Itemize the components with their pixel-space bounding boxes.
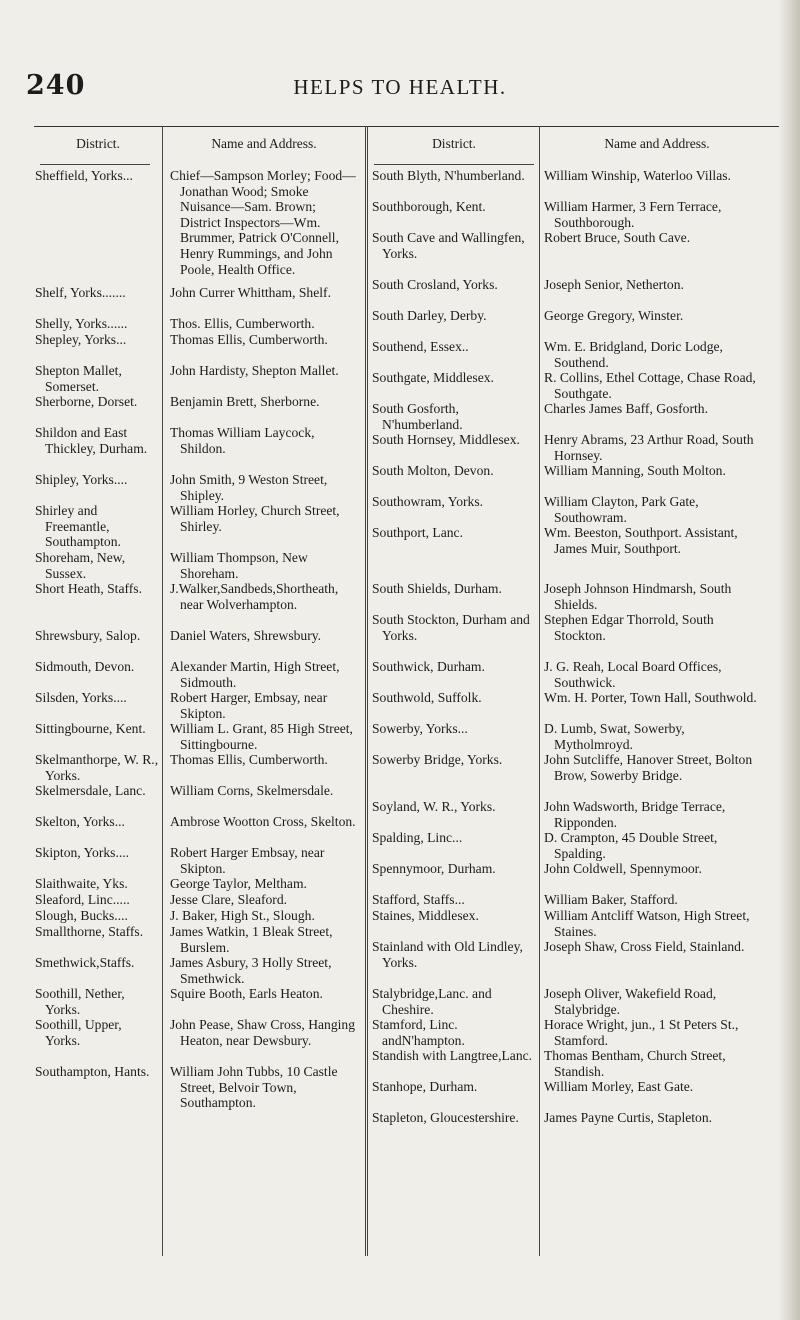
- page-header: [0, 0, 800, 110]
- right-name-cell: William Manning, South Molton.: [544, 463, 726, 478]
- left-district-cell: Shelly, Yorks......: [35, 316, 128, 331]
- left-name-cell: Benjamin Brett, Sherborne.: [170, 394, 320, 409]
- page-number: 240: [26, 70, 86, 101]
- right-name-cell: William Clayton, Park Gate, Southowram.: [544, 494, 699, 525]
- right-district-cell: Stalybridge,Lanc. and Cheshire.: [372, 986, 492, 1017]
- left-district-cell: Soothill, Nether, Yorks.: [35, 986, 125, 1017]
- right-name-cell: James Payne Curtis, Stapleton.: [544, 1110, 713, 1125]
- left-district-cell: Shelf, Yorks.......: [35, 285, 126, 300]
- left-district-cell: Smethwick,Staffs.: [35, 955, 135, 970]
- right-district-cell: South Stockton, Durham and Yorks.: [372, 612, 530, 643]
- header-name-right: Name and Address.: [604, 136, 710, 151]
- left-name-cell: William Horley, Church Street, Shirley.: [170, 503, 340, 534]
- right-district-cell: Stainland with Old Lindley, Yorks.: [372, 939, 523, 970]
- right-name-cell: John Sutcliffe, Hanover Street, Bolton Brow, Sowerby Bridge.: [544, 752, 753, 783]
- left-name-cell: Robert Harger Embsay, near Skipton.: [170, 845, 325, 876]
- left-district-cell: Shoreham, New, Sussex.: [35, 550, 126, 581]
- left-district-cell: Skipton, Yorks....: [35, 845, 130, 860]
- directory-table: [34, 126, 779, 1256]
- right-name-cell: R. Collins, Ethel Cottage, Chase Road, Southgate.: [544, 370, 756, 401]
- left-district-cell: Sidmouth, Devon.: [35, 659, 135, 674]
- right-district-cell: Spennymoor, Durham.: [372, 861, 496, 876]
- left-district-cell: Sleaford, Linc.....: [35, 892, 130, 907]
- right-name-cell: Stephen Edgar Thorrold, South Stockton.: [544, 612, 714, 643]
- right-name-cell: Wm. H. Porter, Town Hall, Southwold.: [544, 690, 757, 705]
- right-district-cell: Stanhope, Durham.: [372, 1079, 478, 1094]
- right-district-cell: Southwick, Durham.: [372, 659, 485, 674]
- left-district-cell: Silsden, Yorks....: [35, 690, 127, 705]
- right-district-cell: Soyland, W. R., Yorks.: [372, 799, 496, 814]
- left-name-cell: Ambrose Wootton Cross, Skelton.: [170, 814, 356, 829]
- right-name-cell: Horace Wright, jun., 1 St Peters St., Stamford.: [544, 1017, 739, 1048]
- right-district-cell: Spalding, Linc...: [372, 830, 463, 845]
- left-district-cell: Southampton, Hants.: [35, 1064, 150, 1079]
- header-name-left: Name and Address.: [211, 136, 317, 151]
- left-name-cell: John Currer Whittham, Shelf.: [170, 285, 331, 300]
- right-name-cell: Wm. Beeston, Southport. Assistant, James Muir, Southport.: [544, 525, 738, 556]
- left-name-cell: J.Walker,Sandbeds,Shortheath, near Wolverhampton.: [170, 581, 339, 612]
- right-name-cell: Joseph Oliver, Wakefield Road, Stalybridge.: [544, 986, 717, 1017]
- left-name-cell: Alexander Martin, High Street, Sidmouth.: [170, 659, 340, 690]
- left-district-cell: Short Heath, Staffs.: [35, 581, 142, 596]
- left-name-cell: William John Tubbs, 10 Castle Street, Belvoir Town, Southampton.: [170, 1064, 338, 1111]
- left-district-cell: Sittingbourne, Kent.: [35, 721, 146, 736]
- left-district-cell: Skelmanthorpe, W. R., Yorks.: [35, 752, 159, 783]
- right-name-cell: William Antcliff Watson, High Street, Staines.: [544, 908, 750, 939]
- left-name-cell: William Corns, Skelmersdale.: [170, 783, 334, 798]
- right-name-cell: William Morley, East Gate.: [544, 1079, 694, 1094]
- left-name-cell: Daniel Waters, Shrewsbury.: [170, 628, 322, 643]
- column-divider-double: [365, 126, 368, 1256]
- left-name-cell: Robert Harger, Embsay, near Skipton.: [170, 690, 328, 721]
- left-name-cell: William Thompson, New Shoreham.: [170, 550, 308, 581]
- left-district-cell: Shildon and East Thickley, Durham.: [35, 425, 148, 456]
- right-name-cell: John Coldwell, Spennymoor.: [544, 861, 702, 876]
- right-name-cell: William Winship, Waterloo Villas.: [544, 168, 731, 183]
- right-name-cell: J. G. Reah, Local Board Offices, Southwick.: [544, 659, 722, 690]
- right-district-cell: Standish with Langtree,Lanc.: [372, 1048, 533, 1063]
- left-name-cell: James Asbury, 3 Holly Street, Smethwick.: [170, 955, 332, 986]
- right-district-cell: South Darley, Derby.: [372, 308, 487, 323]
- left-district-cell: Shirley and Freemantle, Southampton.: [35, 503, 121, 550]
- left-district-cell: Smallthorne, Staffs.: [35, 924, 144, 939]
- right-district-cell: Sowerby, Yorks...: [372, 721, 468, 736]
- right-district-cell: Southport, Lanc.: [372, 525, 463, 540]
- left-name-cell: Jesse Clare, Sleaford.: [170, 892, 288, 907]
- left-name-cell: Chief—Sampson Morley; Food—Jonathan Wood; Smoke Nuisance—Sam. Brown; District Inspectors—Wm. Brummer, Patrick O'Connell, Henry Rummings, and John Poole, Health Office.: [170, 168, 356, 277]
- left-name-cell: Thos. Ellis, Cumberworth.: [170, 316, 315, 331]
- right-district-cell: Southborough, Kent.: [372, 199, 486, 214]
- left-name-cell: William L. Grant, 85 High Street, Sittingbourne.: [170, 721, 353, 752]
- right-district-cell: South Gosforth, N'humberland.: [372, 401, 463, 432]
- left-district-cell: Shepton Mallet, Somerset.: [35, 363, 122, 394]
- right-name-cell: John Wadsworth, Bridge Terrace, Ripponden.: [544, 799, 726, 830]
- left-district-cell: Sherborne, Dorset.: [35, 394, 138, 409]
- right-district-cell: South Blyth, N'humberland.: [372, 168, 525, 183]
- right-district-cell: South Hornsey, Middlesex.: [372, 432, 520, 447]
- left-district-cell: Shrewsbury, Salop.: [35, 628, 141, 643]
- column-divider: [162, 126, 163, 1256]
- table-top-rule: [34, 126, 779, 127]
- right-district-cell: Staines, Middlesex.: [372, 908, 479, 923]
- right-name-cell: George Gregory, Winster.: [544, 308, 684, 323]
- left-district-cell: Slough, Bucks....: [35, 908, 128, 923]
- column-divider: [539, 126, 540, 1256]
- right-name-cell: Robert Bruce, South Cave.: [544, 230, 691, 245]
- left-district-cell: Skelmersdale, Lanc.: [35, 783, 146, 798]
- header-district-right: District.: [432, 136, 476, 151]
- left-district-cell: Slaithwaite, Yks.: [35, 876, 128, 891]
- right-district-cell: Sowerby Bridge, Yorks.: [372, 752, 503, 767]
- right-name-cell: Joseph Shaw, Cross Field, Stainland.: [544, 939, 745, 954]
- right-district-cell: Stapleton, Gloucestershire.: [372, 1110, 519, 1125]
- header-rule: [374, 164, 534, 165]
- header-rule: [40, 164, 150, 165]
- left-name-cell: John Hardisty, Shepton Mallet.: [170, 363, 339, 378]
- left-name-cell: Thomas William Laycock, Shildon.: [170, 425, 315, 456]
- right-district-cell: South Crosland, Yorks.: [372, 277, 498, 292]
- left-district-cell: Shipley, Yorks....: [35, 472, 128, 487]
- right-district-cell: South Molton, Devon.: [372, 463, 494, 478]
- left-district-cell: Shepley, Yorks...: [35, 332, 127, 347]
- right-name-cell: William Baker, Stafford.: [544, 892, 678, 907]
- right-district-cell: Stafford, Staffs...: [372, 892, 465, 907]
- left-district-cell: Sheffield, Yorks...: [35, 168, 133, 183]
- left-name-cell: Thomas Ellis, Cumberworth.: [170, 752, 328, 767]
- left-name-cell: Squire Booth, Earls Heaton.: [170, 986, 323, 1001]
- left-name-cell: George Taylor, Meltham.: [170, 876, 307, 891]
- right-name-cell: D. Lumb, Swat, Sowerby, Mytholmroyd.: [544, 721, 685, 752]
- left-name-cell: James Watkin, 1 Bleak Street, Burslem.: [170, 924, 333, 955]
- left-name-cell: Thomas Ellis, Cumberworth.: [170, 332, 328, 347]
- right-name-cell: Charles James Baff, Gosforth.: [544, 401, 708, 416]
- left-district-cell: Skelton, Yorks...: [35, 814, 125, 829]
- right-district-cell: Southwold, Suffolk.: [372, 690, 482, 705]
- right-name-cell: Henry Abrams, 23 Arthur Road, South Hornsey.: [544, 432, 754, 463]
- right-name-cell: D. Crampton, 45 Double Street, Spalding.: [544, 830, 718, 861]
- right-district-cell: South Cave and Wallingfen, Yorks.: [372, 230, 525, 261]
- right-name-cell: William Harmer, 3 Fern Terrace, Southborough.: [544, 199, 722, 230]
- right-name-cell: Joseph Johnson Hindmarsh, South Shields.: [544, 581, 732, 612]
- right-district-cell: Stamford, Linc. andN'hampton.: [372, 1017, 465, 1048]
- right-name-cell: Wm. E. Bridgland, Doric Lodge, Southend.: [544, 339, 723, 370]
- left-name-cell: J. Baker, High St., Slough.: [170, 908, 315, 923]
- right-name-cell: Joseph Senior, Netherton.: [544, 277, 684, 292]
- left-district-cell: Soothill, Upper, Yorks.: [35, 1017, 122, 1048]
- page-edge-shadow: [778, 0, 800, 1320]
- left-name-cell: John Pease, Shaw Cross, Hanging Heaton, near Dewsbury.: [170, 1017, 356, 1048]
- right-name-cell: Thomas Bentham, Church Street, Standish.: [544, 1048, 726, 1079]
- right-district-cell: South Shields, Durham.: [372, 581, 502, 596]
- right-district-cell: Southgate, Middlesex.: [372, 370, 494, 385]
- right-district-cell: Southowram, Yorks.: [372, 494, 484, 509]
- running-title: HELPS TO HEALTH.: [293, 75, 507, 99]
- left-name-cell: John Smith, 9 Weston Street, Shipley.: [170, 472, 328, 503]
- header-district-left: District.: [76, 136, 120, 151]
- right-district-cell: Southend, Essex..: [372, 339, 469, 354]
